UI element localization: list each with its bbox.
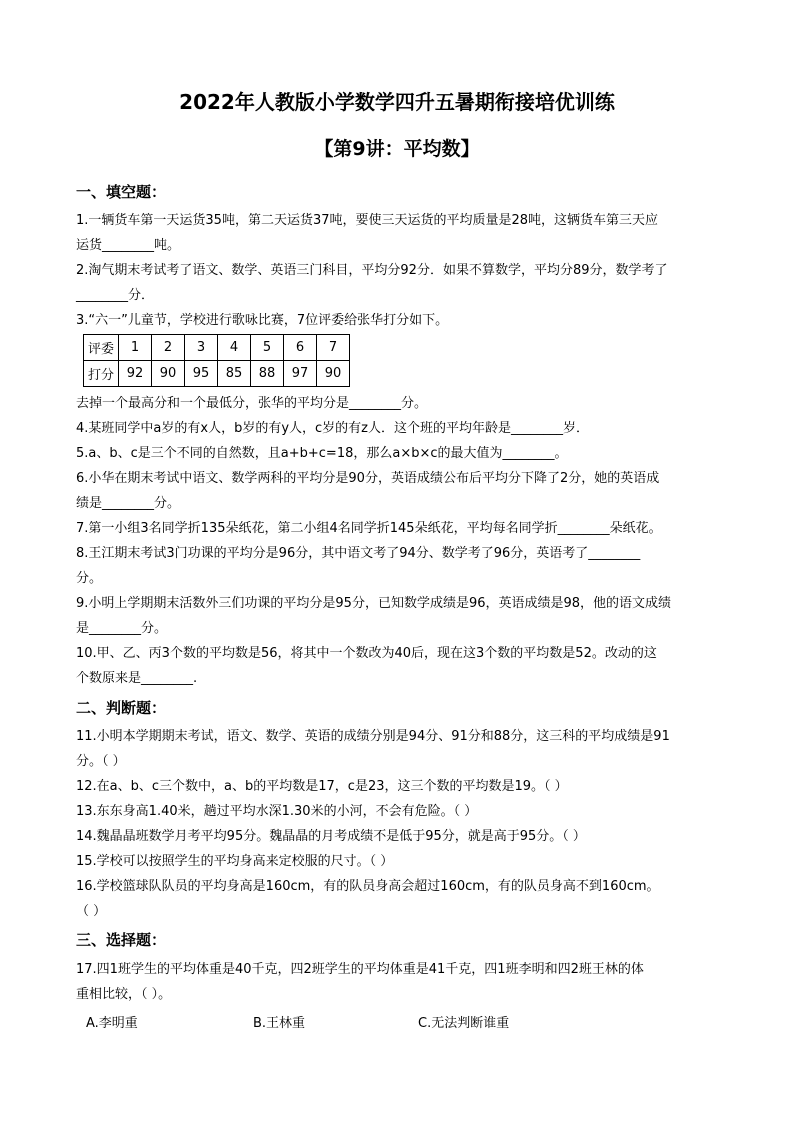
table-cell: 95 [185, 361, 218, 387]
table-cell: 92 [119, 361, 152, 387]
question-10-line-1: 10.甲、乙、丙3个数的平均数是56，将其中一个数改为40后，现在这3个数的平均数是52。改动的这 [76, 646, 657, 661]
question-16-line-1: 16.学校篮球队队员的平均身高是160cm，有的队员身高会超过160cm，有的队员身高不到160cm。 [76, 879, 660, 894]
question-1-line-1: 1.一辆货车第一天运货35吨，第二天运货37吨，要使三天运货的平均质量是28吨，这辆货车第三天应 [76, 213, 659, 228]
question-6-line-2: 绩是________分。 [76, 496, 181, 511]
question-16-line-2: （ ） [76, 904, 107, 919]
table-cell: 1 [119, 335, 152, 361]
question-5: 5.a、b、c是三个不同的自然数，且a+b+c=18，那么a×b×c的最大值为________。 [76, 446, 568, 461]
option-a: A.李明重 [86, 1016, 138, 1031]
question-4: 4.某班同学中a岁的有x人，b岁的有y人，c岁的有z人．这个班的平均年龄是________岁． [76, 421, 589, 436]
question-2-line-2: ________分． [76, 288, 155, 303]
question-3-line-2: 去掉一个最高分和一个最低分，张华的平均分是________分。 [76, 396, 428, 411]
question-8-line-1: 8.王江期末考试3门功课的平均分是96分，其中语文考了94分、数学考了96分，英语考了________ [76, 546, 641, 561]
question-2-line-1: 2.淘气期末考试考了语文、数学、英语三门科目，平均分92分．如果不算数学，平均分89分，数学考了 [76, 263, 668, 278]
question-14: 14.魏晶晶班数学月考平均95分。魏晶晶的月考成绩不是低于95分，就是高于95分。（ ） [76, 829, 586, 844]
question-13: 13.东东身高1.40米，趟过平均水深1.30米的小河，不会有危险。（ ） [76, 804, 478, 819]
question-17-line-2: 重相比较，（ ）。 [76, 987, 172, 1002]
question-15: 15.学校可以按照学生的平均身高来定校服的尺寸。（ ） [76, 854, 394, 869]
question-10-line-2: 个数原来是________. [76, 671, 198, 686]
question-9-line-2: 是________分。 [76, 621, 168, 636]
question-17-line-1: 17.四1班学生的平均体重是40千克，四2班学生的平均体重是41千克，四1班李明和四2班王林的体 [76, 962, 644, 977]
table-cell: 88 [251, 361, 284, 387]
table-cell: 3 [185, 335, 218, 361]
page-title: 2022年人教版小学数学四升五暑期衔接培优训练 [179, 90, 615, 114]
question-6-line-1: 6.小华在期末考试中语文、数学两科的平均分是90分，英语成绩公布后平均分下降了2分，她的英语成 [76, 471, 660, 486]
table-cell: 85 [218, 361, 251, 387]
question-11-line-1: 11.小明本学期期末考试，语文、数学、英语的成绩分别是94分、91分和88分，这三科的平均成绩是91 [76, 729, 670, 744]
table-cell: 6 [284, 335, 317, 361]
table-cell: 97 [284, 361, 317, 387]
question-7: 7.第一小组3名同学折135朵纸花，第二小组4名同学折145朵纸花，平均每名同学折________朵纸花。 [76, 521, 662, 536]
question-3-line-1: 3.“六一”儿童节，学校进行歌咏比赛，7位评委给张华打分如下。 [76, 313, 449, 328]
question-9-line-1: 9.小明上学期期末活数外三们功课的平均分是95分，已知数学成绩是96，英语成绩是98，他的语文成绩 [76, 596, 672, 611]
table-cell: 打分 [84, 361, 119, 387]
section-multiple-choice: 三、选择题： [76, 931, 167, 949]
table-cell: 4 [218, 335, 251, 361]
table-cell: 评委 [84, 335, 119, 361]
question-11-line-2: 分。（ ） [76, 754, 126, 769]
table-row [84, 361, 350, 387]
table-cell: 90 [152, 361, 185, 387]
table-cell: 2 [152, 335, 185, 361]
question-8-line-2: 分。 [76, 571, 103, 586]
lesson-subtitle: 【第9讲：平均数】 [314, 138, 480, 160]
option-b: B.王林重 [253, 1016, 306, 1031]
table-cell: 5 [251, 335, 284, 361]
table-cell: 7 [317, 335, 350, 361]
section-true-false: 二、判断题： [76, 699, 167, 717]
option-c: C.无法判断谁重 [418, 1016, 510, 1031]
section-fill-in: 一、填空题： [76, 183, 167, 201]
question-1-line-2: 运货________吨。 [76, 238, 181, 253]
question-12: 12.在a、b、c三个数中，a、b的平均数是17，c是23，这三个数的平均数是19。（ ） [76, 779, 568, 794]
table-cell: 90 [317, 361, 350, 387]
table-row [84, 335, 350, 361]
judges-score-table [83, 334, 350, 387]
